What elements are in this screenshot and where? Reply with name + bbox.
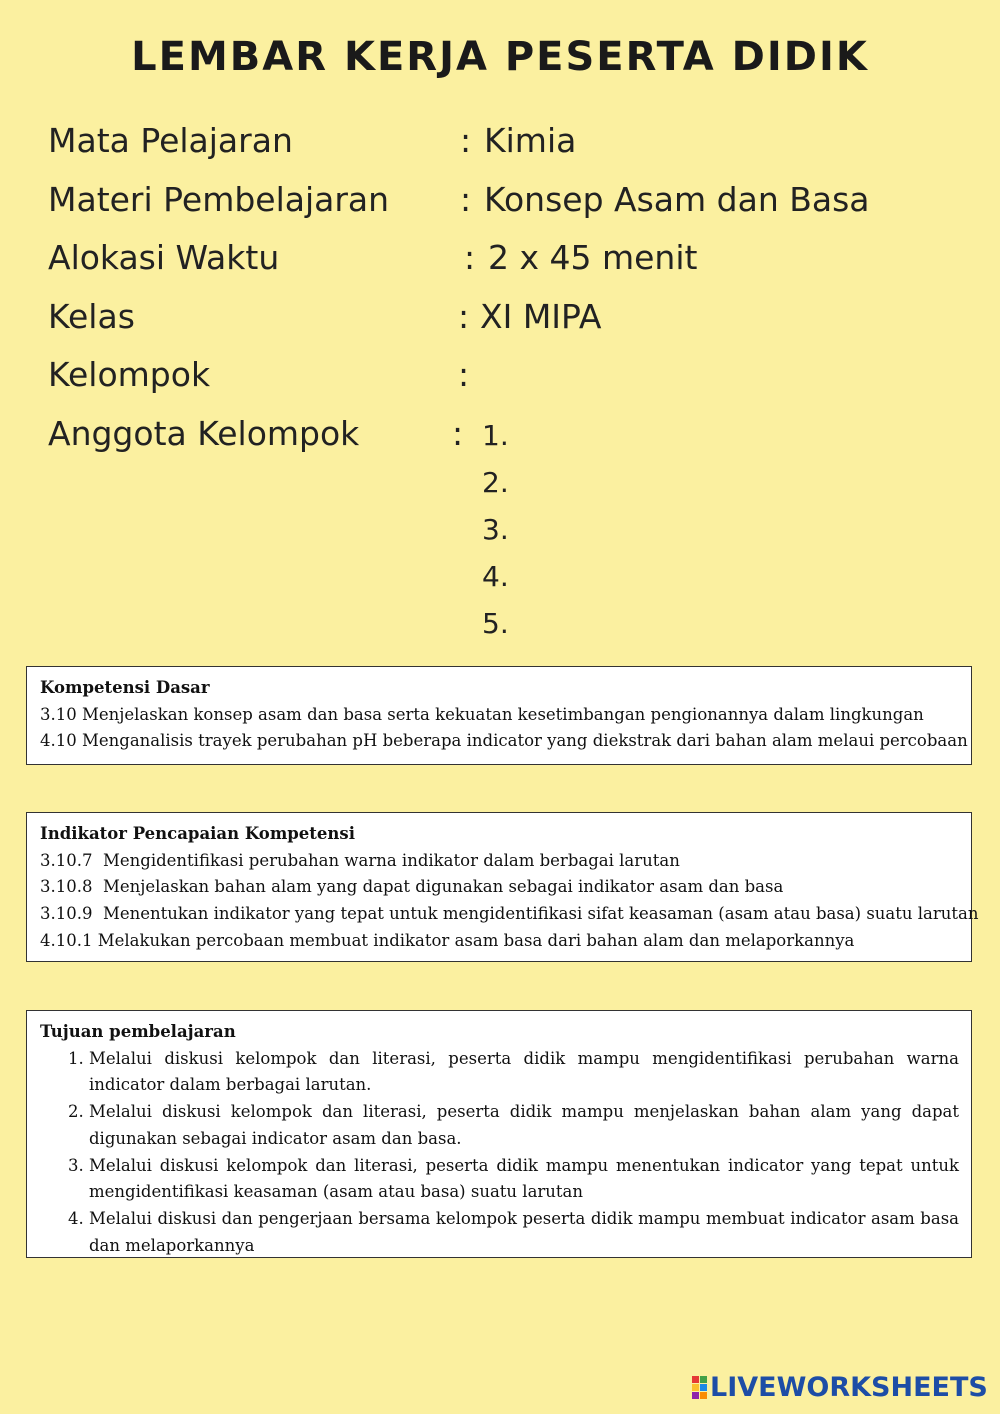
member-slot: 1. [482,419,509,452]
info-label: Materi Pembelajaran [48,179,390,219]
kompetensi-item: 3.10 Menjelaskan konsep asam dan basa serta kekuatan kesetimbangan pengionannya dalam lingkungan [40,704,924,724]
info-label: Kelompok [48,355,211,394]
tujuan-heading: Tujuan pembelajaran [40,1022,236,1041]
indikator-box [26,812,979,962]
logo-text: LIVEWORKSHEETS [710,1372,988,1403]
info-value: XI MIPA [480,296,602,336]
tujuan-item: 3. Melalui diskusi kelompok dan literasi, peserta didik mampu menentukan indicator yang tepat untuk mengidentifikasi keasaman (asam atau basa) suatu larutan [89,1153,959,1206]
indikator-item: 3.10.9 Menentukan indikator yang tepat untuk mengidentifikasi sifat keasaman (asam atau basa) suatu larutan [40,904,979,924]
info-label: Alokasi Waktu [48,238,280,277]
kompetensi-dasar-box [26,666,972,765]
info-value: Konsep Asam dan Basa [484,179,870,219]
mark-square [692,1392,699,1399]
tujuan-item: 2. Melalui diskusi kelompok dan literasi, peserta didik mampu menjelaskan bahan alam yang dapat digunakan sebagai indicator asam dan basa. [89,1099,959,1152]
info-value: Kimia [484,121,577,160]
info-value: 2 x 45 menit [488,238,698,277]
tujuan-item: 4. Melalui diskusi dan pengerjaan bersama kelompok peserta didik mampu membuat indicator asam basa dan melaporkannya [89,1206,959,1259]
indikator-item: 3.10.8 Menjelaskan bahan alam yang dapat digunakan sebagai indikator asam dan basa [40,877,784,897]
info-colon: : [458,296,470,336]
info-colon: : [464,238,476,277]
member-slot: 3. [482,513,509,546]
tujuan-list [40,1046,959,1260]
member-list [482,412,509,647]
info-label: Mata Pelajaran [48,121,293,160]
kompetensi-item: 4.10 Menganalisis trayek perubahan pH beberapa indicator yang diekstrak dari bahan alam melaui percobaan [40,731,968,751]
indikator-item: 4.10.1 Melakukan percobaan membuat indikator asam basa dari bahan alam dan melaporkannya [40,930,855,950]
page-title: LEMBAR KERJA PESERTA DIDIK [131,34,869,80]
mark-square [692,1384,699,1391]
info-label: Anggota Kelompok [48,413,360,453]
member-slot: 2. [482,466,509,499]
member-slot: 4. [482,560,509,593]
mark-square [700,1376,707,1383]
info-colon: : [460,179,472,219]
mark-square [692,1376,699,1383]
member-slot: 5. [482,607,509,640]
tujuan-item: 1. Melalui diskusi kelompok dan literasi, peserta didik mampu mengidentifikasi perubahan warna indicator dalam berbagai larutan. [89,1046,959,1099]
info-colon: : [460,121,472,160]
info-colon: : [452,413,464,453]
indikator-item: 3.10.7 Mengidentifikasi perubahan warna indikator dalam berbagai larutan [40,850,680,870]
mark-square [700,1384,707,1391]
liveworksheets-mark-icon [692,1376,707,1399]
tujuan-box [26,1010,972,1258]
info-label: Kelas [48,296,135,336]
kompetensi-dasar-heading: Kompetensi Dasar [40,678,210,697]
indikator-heading: Indikator Pencapaian Kompetensi [40,824,355,843]
liveworksheets-logo[interactable] [692,1372,988,1403]
info-colon: : [458,355,470,394]
mark-square [700,1392,707,1399]
